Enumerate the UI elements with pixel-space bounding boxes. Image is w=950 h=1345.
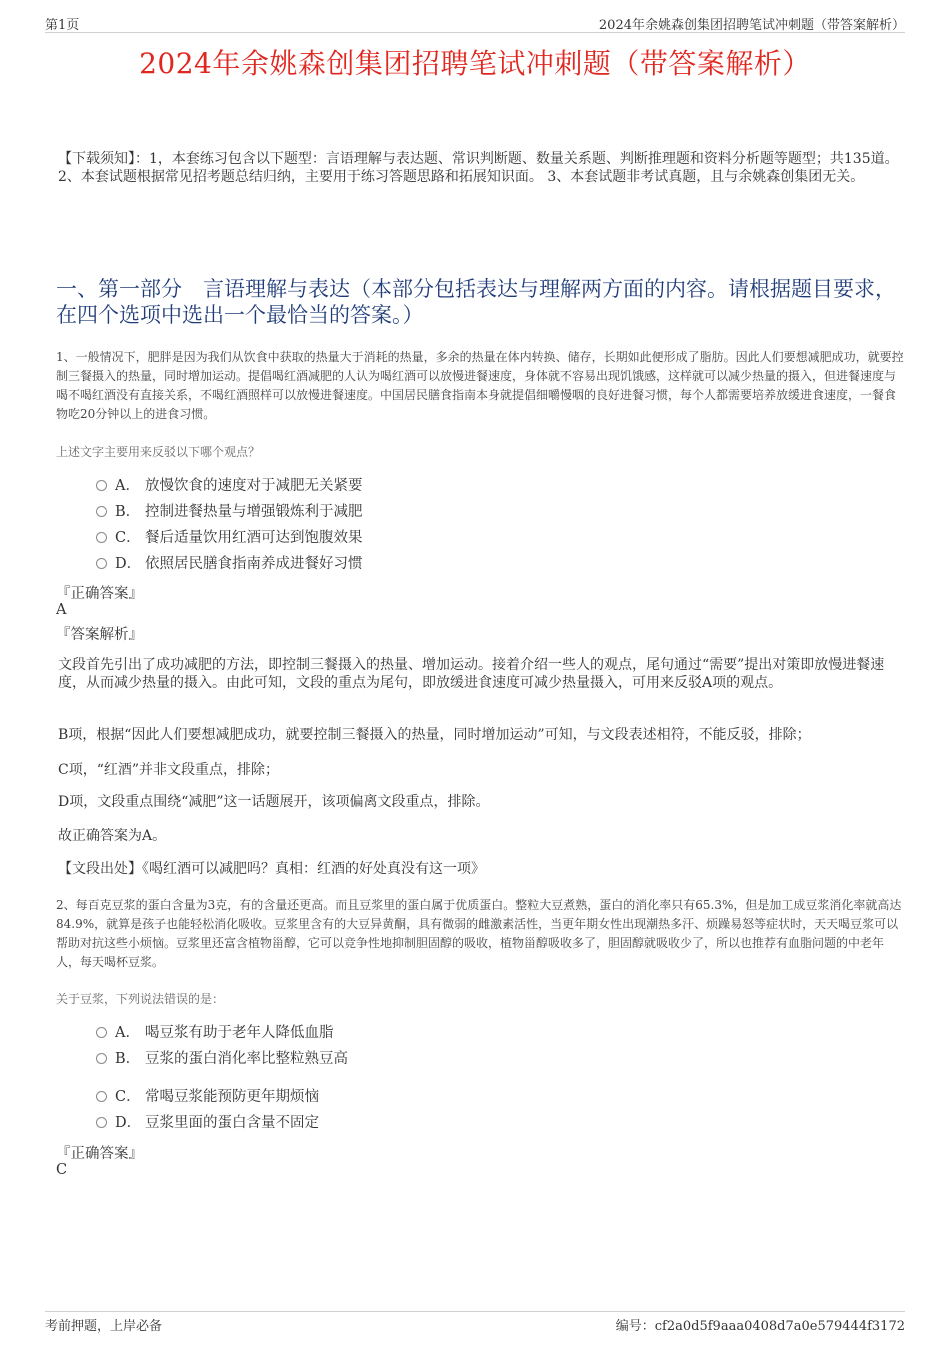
header-doc-title: 2024年余姚森创集团招聘笔试冲刺题（带答案解析）	[598, 18, 905, 33]
footer-serial: 编号：cf2a0d5f9aaa0408d7a0e579444f3172	[615, 1319, 905, 1334]
q1-answer: A	[56, 602, 67, 618]
option-text: 依照居民膳食指南养成进餐好习惯	[145, 556, 363, 572]
section-title: 一、第一部分 言语理解与表达（本部分包括表达与理解两方面的内容。请根据题目要求，在四个选项中选出一个最恰当的答案。）	[56, 277, 896, 327]
option-text: 豆浆里面的蛋白含量不固定	[145, 1115, 319, 1131]
question-1-prompt: 上述文字主要用来反驳以下哪个观点？	[56, 445, 261, 459]
option-text: 常喝豆浆能预防更年期烦恼	[145, 1089, 319, 1105]
download-notice: 【下载须知】：1，本套练习包含以下题型：言语理解与表达题、常识判断题、数量关系题、判断推理题和资料分析题等题型；共135道。 2、本套试题根据常见招考题总结归纳，主要用于练习答题思路和拓展知识面。 3、本套试题非考试真题，且与余姚森创集团无关。	[58, 151, 899, 185]
q2-answer: C	[56, 1162, 68, 1178]
question-2-text: 2、每百克豆浆的蛋白含量为3克，有的含量还更高。而且豆浆里的蛋白属于优质蛋白。整粒大豆煮熟，蛋白的消化率只有65.3%，但是加工成豆浆消化率就高达84.9%，就算是孩子也能轻松消化吸收。豆浆里含有的大豆异黄酮，具有微弱的雌激素活性，当更年期女性出现潮热多汗、烦躁易怒等症状时，天天喝豆浆可以帮助对抗这些小烦恼。豆浆里还富含植物甾醇，它可以竞争性地抑制胆固醇的吸收，植物甾醇吸收多了，胆固醇就吸收少了，所以也推荐有血脂问题的中老年人，每天喝杯豆浆。	[56, 898, 902, 969]
question-1-text: 1、一般情况下，肥胖是因为我们从饮食中获取的热量大于消耗的热量，多余的热量在体内转换、储存，长期如此便形成了脂肪。因此人们要想减肥成功，就要控制三餐摄入的热量，同时增加运动。提倡喝红酒减肥的人认为喝红酒可以放慢进餐速度，身体就不容易出现饥饿感，这样就可以减少热量的摄入，但进餐速度与喝不喝红酒没有直接关系，不喝红酒照样可以放慢进餐速度。中国居民膳食指南本身就提倡细嚼慢咽的良好进餐习惯，每个人都需要培养放缓进食速度，一餐食物吃20分钟以上的进食习惯。	[56, 350, 904, 421]
q1-analysis-para: B项，根据“因此人们要想减肥成功，就要控制三餐摄入的热量，同时增加运动”可知，与文段表述相符，不能反驳，排除；	[58, 727, 811, 743]
option-key: B．	[115, 1051, 141, 1067]
q1-answer-label: 『正确答案』	[56, 586, 143, 602]
option-key: D．	[115, 556, 142, 572]
q1-option-c[interactable]	[96, 528, 363, 548]
option-key: A．	[115, 1025, 140, 1041]
page-number: 第1页	[45, 18, 80, 33]
option-key: C．	[115, 530, 141, 546]
page-header	[45, 14, 905, 33]
radio-icon[interactable]	[96, 1053, 107, 1064]
option-text: 控制进餐热量与增强锻炼利于减肥	[145, 504, 363, 520]
q1-analysis-para: 文段首先引出了成功减肥的方法，即控制三餐摄入的热量、增加运动。接着介绍一些人的观点，尾句通过“需要”提出对策即放慢进餐速度，从而减少热量的摄入。由此可知，文段的重点为尾句，即放缓进食速度可减少热量摄入，可用来反驳A项的观点。	[58, 657, 885, 691]
page-footer	[45, 1311, 905, 1334]
q2-answer-label: 『正确答案』	[56, 1146, 143, 1162]
radio-icon[interactable]	[96, 1091, 107, 1102]
q1-option-a[interactable]	[96, 476, 363, 496]
q2-option-d[interactable]	[96, 1113, 319, 1133]
q1-analysis-label: 『答案解析』	[56, 627, 143, 643]
radio-icon[interactable]	[96, 506, 107, 517]
q2-option-b[interactable]	[96, 1049, 348, 1069]
option-key: B．	[115, 504, 141, 520]
q1-analysis-para: 故正确答案为A。	[58, 828, 167, 844]
q2-option-a[interactable]	[96, 1023, 334, 1043]
q1-source: 【文段出处】《喝红酒可以减肥吗？真相：红酒的好处真没有这一项》	[58, 861, 485, 877]
option-text: 放慢饮食的速度对于减肥无关紧要	[145, 478, 363, 494]
q2-option-c[interactable]	[96, 1087, 319, 1107]
q1-analysis-para: C项，“红酒”并非文段重点，排除；	[58, 762, 280, 778]
radio-icon[interactable]	[96, 558, 107, 569]
option-text: 豆浆的蛋白消化率比整粒熟豆高	[145, 1051, 348, 1067]
radio-icon[interactable]	[96, 480, 107, 491]
option-text: 餐后适量饮用红酒可达到饱腹效果	[145, 530, 363, 546]
radio-icon[interactable]	[96, 1117, 107, 1128]
radio-icon[interactable]	[96, 1027, 107, 1038]
option-key: D．	[115, 1115, 142, 1131]
document-title: 2024年余姚森创集团招聘笔试冲刺题（带答案解析）	[139, 47, 811, 80]
q1-analysis-para: D项，文段重点围绕“减肥”这一话题展开，该项偏离文段重点，排除。	[58, 794, 490, 810]
option-text: 喝豆浆有助于老年人降低血脂	[145, 1025, 334, 1041]
footer-slogan: 考前押题，上岸必备	[45, 1319, 163, 1334]
option-key: C．	[115, 1089, 141, 1105]
q1-option-d[interactable]	[96, 554, 363, 574]
q1-option-b[interactable]	[96, 502, 363, 522]
question-2-prompt: 关于豆浆，下列说法错误的是：	[56, 992, 225, 1006]
radio-icon[interactable]	[96, 532, 107, 543]
option-key: A．	[115, 478, 140, 494]
